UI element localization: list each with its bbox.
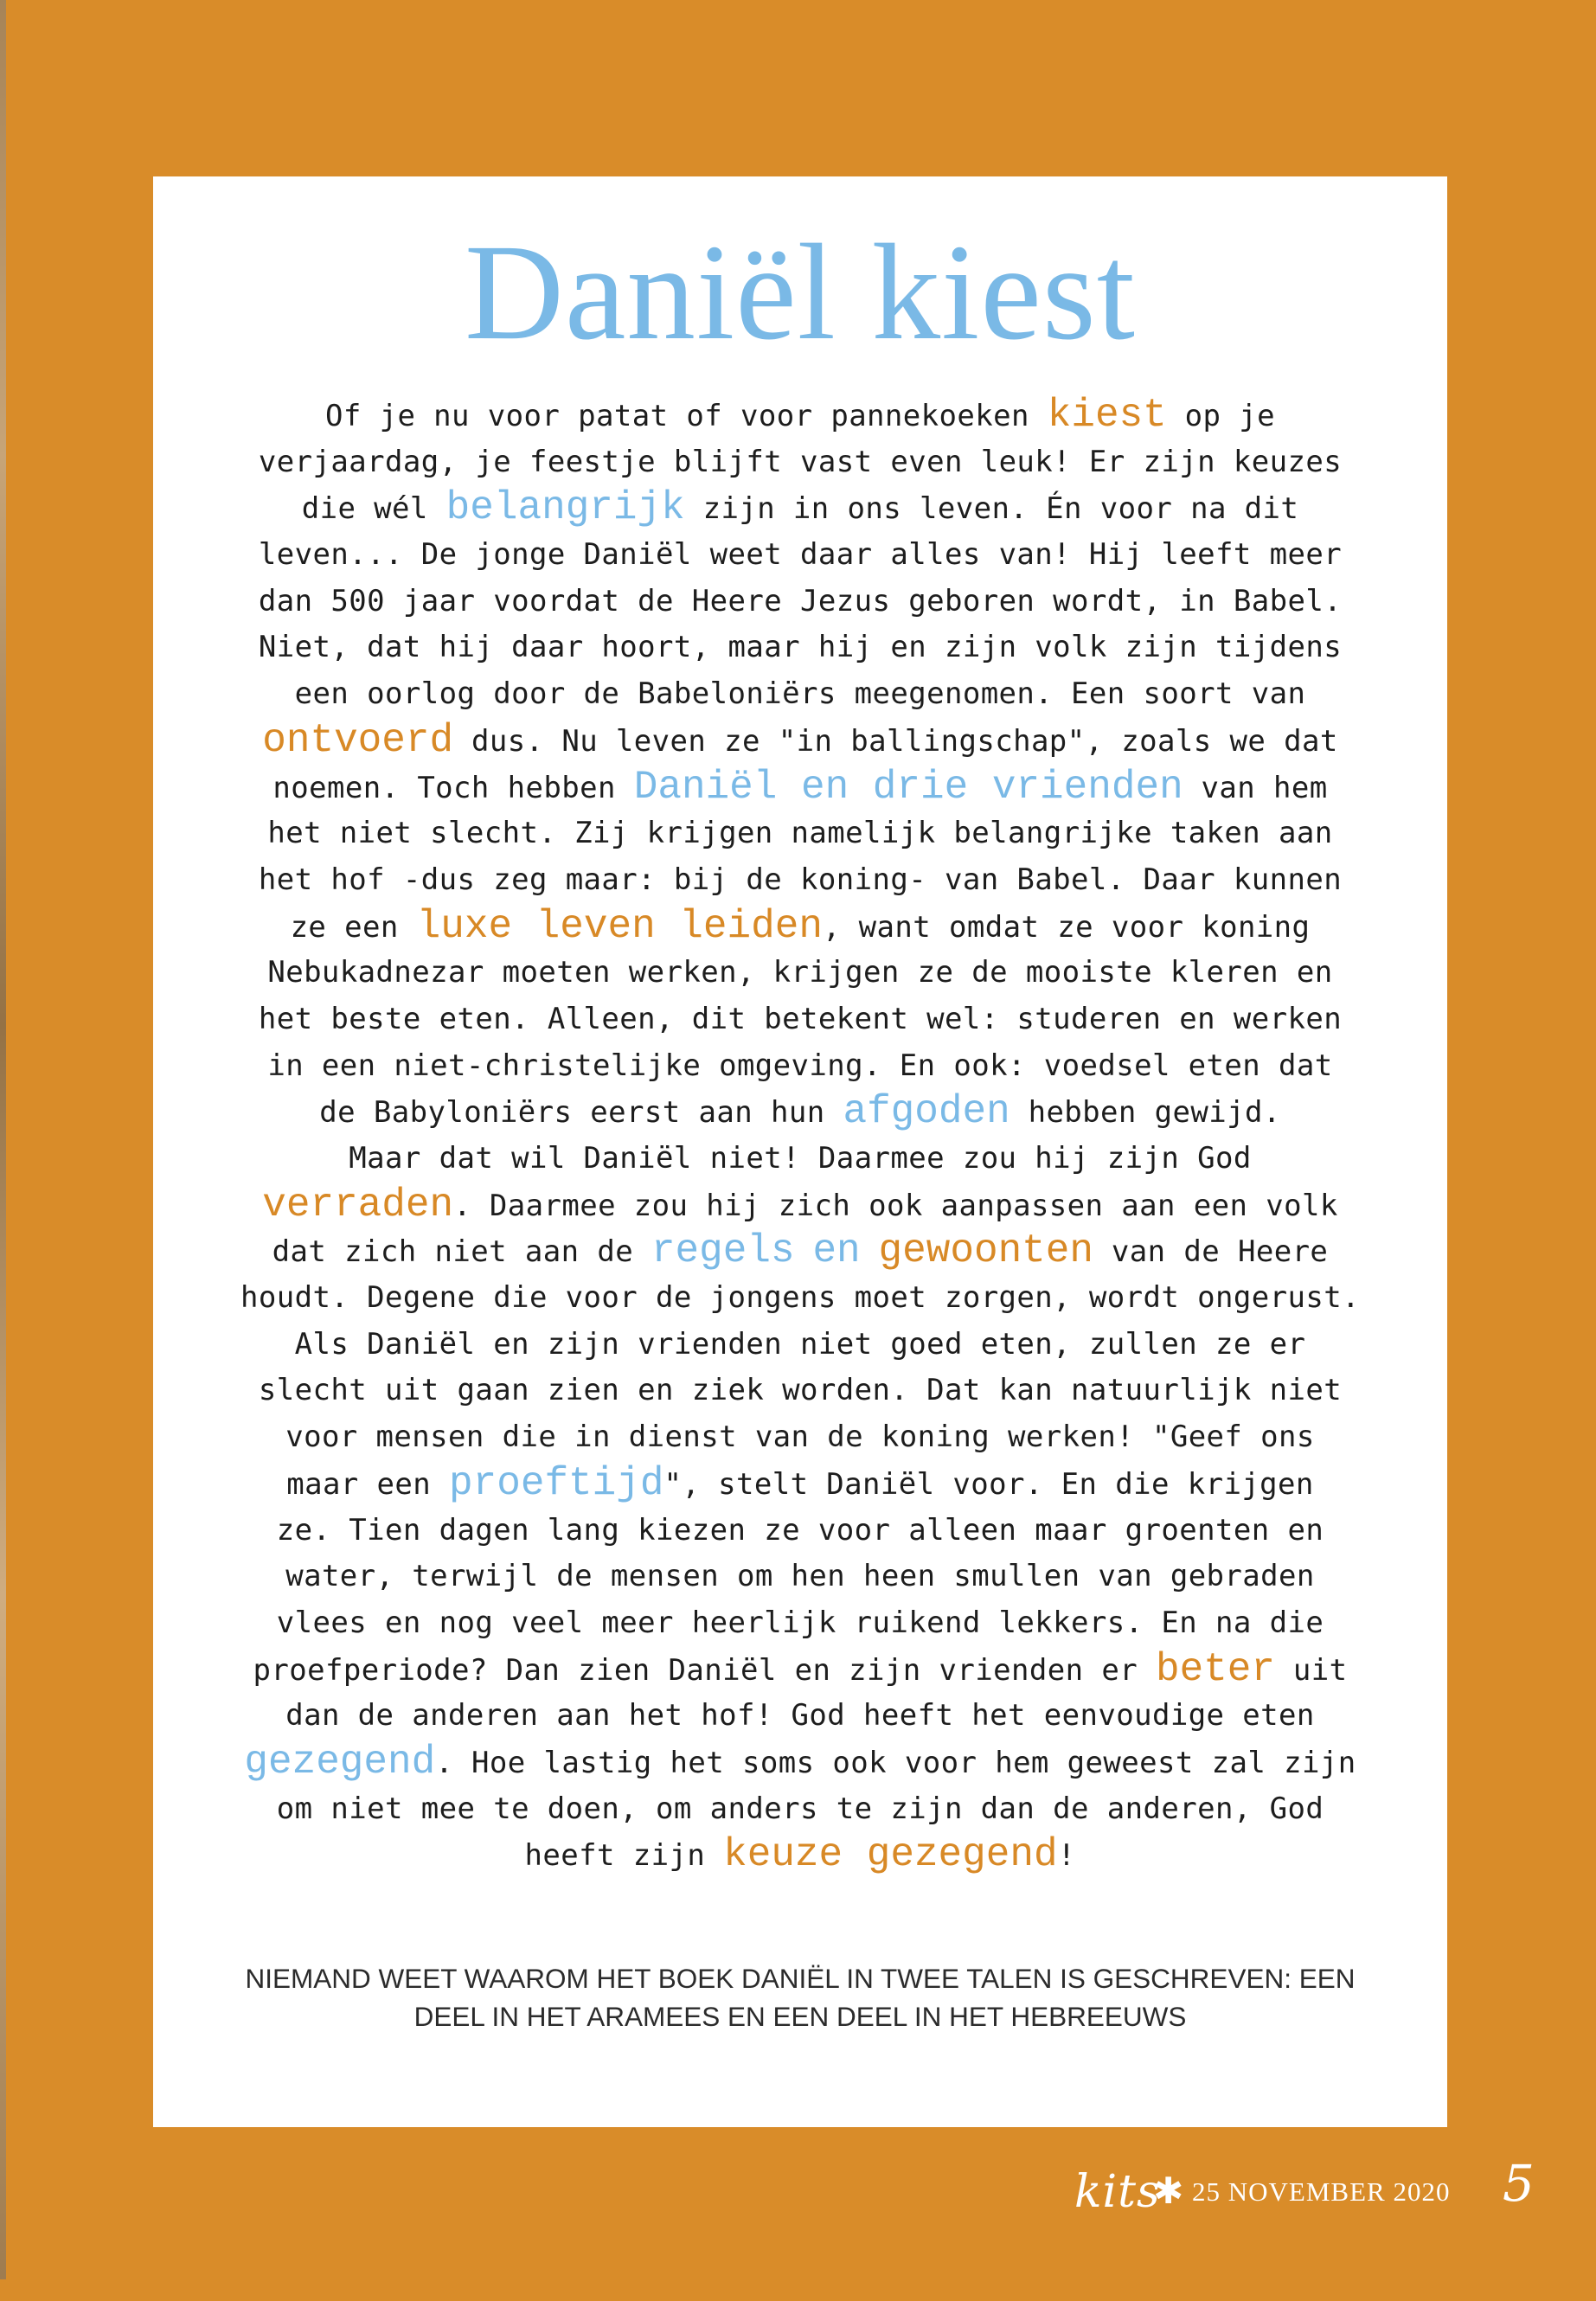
- adjacent-page-edge: [0, 0, 6, 2279]
- highlight-word: kiest: [1047, 393, 1167, 438]
- article-line: [177, 1461, 1423, 1508]
- body-text: dan 500 jaar voordat de Heere Jezus geboren wordt, in Babel.: [258, 583, 1343, 619]
- article-line: [177, 1368, 1423, 1414]
- article-line: [177, 765, 1423, 811]
- body-text: water, terwijl de mensen om hen heen smullen van gebraden: [285, 1559, 1315, 1594]
- body-text: Of je nu voor patat of voor pannekoeken: [324, 399, 1048, 433]
- body-text: ze. Tien dagen lang kiezen ze voor alleen maar groenten en: [276, 1512, 1324, 1548]
- article-line: [177, 1554, 1423, 1600]
- body-text: op je: [1166, 399, 1276, 433]
- asterisk-icon: ✱: [1153, 2170, 1184, 2212]
- article-line: [177, 904, 1423, 951]
- body-text: die wél: [301, 491, 446, 527]
- article-line: [177, 1136, 1423, 1183]
- highlight-word: luxe leven leiden: [416, 903, 823, 949]
- article-line: [177, 532, 1423, 579]
- article-line: [177, 439, 1423, 486]
- body-text: [861, 1234, 879, 1269]
- article-line: [177, 857, 1423, 904]
- highlight-word: ontvoerd: [262, 717, 454, 763]
- article-line: [177, 1786, 1423, 1833]
- article-line: [177, 1183, 1423, 1229]
- body-text: ", stelt Daniël voor. En die krijgen: [663, 1466, 1314, 1502]
- article-line: [177, 1322, 1423, 1368]
- article-line: [177, 1414, 1423, 1461]
- article-line: [177, 393, 1423, 439]
- body-text: leven... De jonge Daniël weet daar alles van! Hij leeft meer: [258, 537, 1343, 573]
- fact-note-line-1: NIEMAND WEET WAAROM HET BOEK DANIËL IN TWEE TALEN IS GESCHREVEN: EEN: [245, 1963, 1356, 1994]
- body-text: maar een: [286, 1466, 450, 1502]
- body-text: verjaardag, je feestje blijft vast even leuk! Er zijn keuzes: [258, 444, 1343, 479]
- article-body: [177, 393, 1423, 1879]
- body-text: om niet mee te doen, om anders te zijn dan de anderen, God: [276, 1791, 1324, 1826]
- page-number: 5: [1503, 2154, 1535, 2213]
- article-line: [177, 950, 1423, 997]
- body-text: Maar dat wil Daniël niet! Daarmee zou hij zijn God: [349, 1141, 1252, 1176]
- article-line: [177, 1508, 1423, 1554]
- body-text: de Babyloniërs eerst aan hun: [319, 1095, 843, 1131]
- article-line: [177, 579, 1423, 625]
- article-line: [177, 1275, 1423, 1322]
- body-text: het beste eten. Alleen, dit betekent wel: studeren en werken: [258, 1001, 1343, 1036]
- article-line: [177, 625, 1423, 671]
- highlight-word: afgoden: [843, 1089, 1010, 1135]
- article-line: [177, 811, 1423, 857]
- article-line: [177, 1600, 1423, 1647]
- article-line: [177, 1043, 1423, 1090]
- body-text: van hem: [1183, 770, 1328, 805]
- body-text: proefperiode? Dan zien Daniël en zijn vrienden er: [253, 1652, 1156, 1688]
- body-text: voor mensen die in dienst van de koning werken! "Geef ons: [285, 1420, 1315, 1455]
- body-text: Nebukadnezar moeten werken, krijgen ze de mooiste kleren en: [267, 955, 1333, 990]
- body-text: [795, 1234, 813, 1269]
- body-text: dus. Nu leven ze "in ballingschap", zoals we dat: [453, 723, 1338, 759]
- body-text: zijn in ons leven. Én voor na dit: [684, 491, 1299, 527]
- article-card: [153, 176, 1447, 2127]
- article-line: [177, 1647, 1423, 1694]
- body-text: slecht uit gaan zien en ziek worden. Dat kan natuurlijk niet: [258, 1373, 1343, 1408]
- article-line: [177, 1832, 1423, 1879]
- body-text: , want omdat ze voor koning: [822, 909, 1311, 945]
- body-text: een oorlog door de Babeloniërs meegenomen. Een soort van: [294, 676, 1306, 712]
- body-text: dat zich niet aan de: [272, 1234, 651, 1270]
- body-text: Niet, dat hij daar hoort, maar hij en zijn volk zijn tijdens: [258, 630, 1343, 665]
- highlight-word: keuze gezegend: [723, 1832, 1058, 1878]
- body-text: heeft zijn: [524, 1838, 724, 1874]
- article-line: [177, 1228, 1423, 1275]
- fact-note-line-2: DEEL IN HET ARAMEES EN EEN DEEL IN HET HEBREEUWS: [413, 2001, 1187, 2032]
- fact-note: [205, 1959, 1395, 2035]
- article-line: [177, 1693, 1423, 1740]
- body-text: . Daarmee zou hij zich ook aanpassen aan een volk: [453, 1188, 1338, 1223]
- highlight-word: gezegend: [244, 1739, 436, 1785]
- body-text: noemen. Toch hebben: [272, 770, 634, 805]
- body-text: vlees en nog veel meer heerlijk ruikend lekkers. En na die: [276, 1605, 1324, 1640]
- page-title: Daniël kiest: [465, 216, 1136, 369]
- body-text: houdt. Degene die voor de jongens moet zorgen, wordt ongerust.: [240, 1280, 1360, 1316]
- body-text: Als Daniël en zijn vrienden niet goed eten, zullen ze er: [294, 1326, 1306, 1362]
- body-text: hebben gewijd.: [1010, 1095, 1281, 1131]
- body-text: uit: [1275, 1652, 1348, 1688]
- article-line: [177, 997, 1423, 1043]
- article-line: [177, 671, 1423, 718]
- body-text: !: [1057, 1838, 1076, 1874]
- highlight-word: proeftijd: [449, 1460, 664, 1506]
- body-text: van de Heere: [1093, 1234, 1329, 1270]
- article-line: [177, 718, 1423, 765]
- highlight-word: gewoonten: [878, 1228, 1093, 1274]
- highlight-word: verraden: [262, 1182, 454, 1227]
- article-line: [177, 1089, 1423, 1136]
- body-text: dan de anderen aan het hof! God heeft het eenvoudige eten: [285, 1698, 1315, 1734]
- issue-date: 25 NOVEMBER 2020: [1192, 2176, 1451, 2207]
- body-text: het niet slecht. Zij krijgen namelijk belangrijke taken aan: [267, 816, 1333, 851]
- highlight-word: Daniël en drie vrienden: [633, 764, 1183, 810]
- magazine-logo: kits: [1074, 2166, 1161, 2218]
- highlight-word: regels: [651, 1228, 795, 1274]
- body-text: . Hoe lastig het soms ook voor hem geweest zal zijn: [435, 1745, 1356, 1780]
- body-text: in een niet-christelijke omgeving. En ook: voedsel eten dat: [267, 1048, 1333, 1083]
- article-line: [177, 485, 1423, 532]
- highlight-word: beter: [1155, 1646, 1276, 1692]
- body-text: ze een: [290, 909, 417, 945]
- article-line: [177, 1740, 1423, 1786]
- highlight-word: en: [812, 1228, 861, 1274]
- body-text: het hof -dus zeg maar: bij de koning- van Babel. Daar kunnen: [258, 862, 1343, 897]
- highlight-word: belangrijk: [445, 485, 685, 531]
